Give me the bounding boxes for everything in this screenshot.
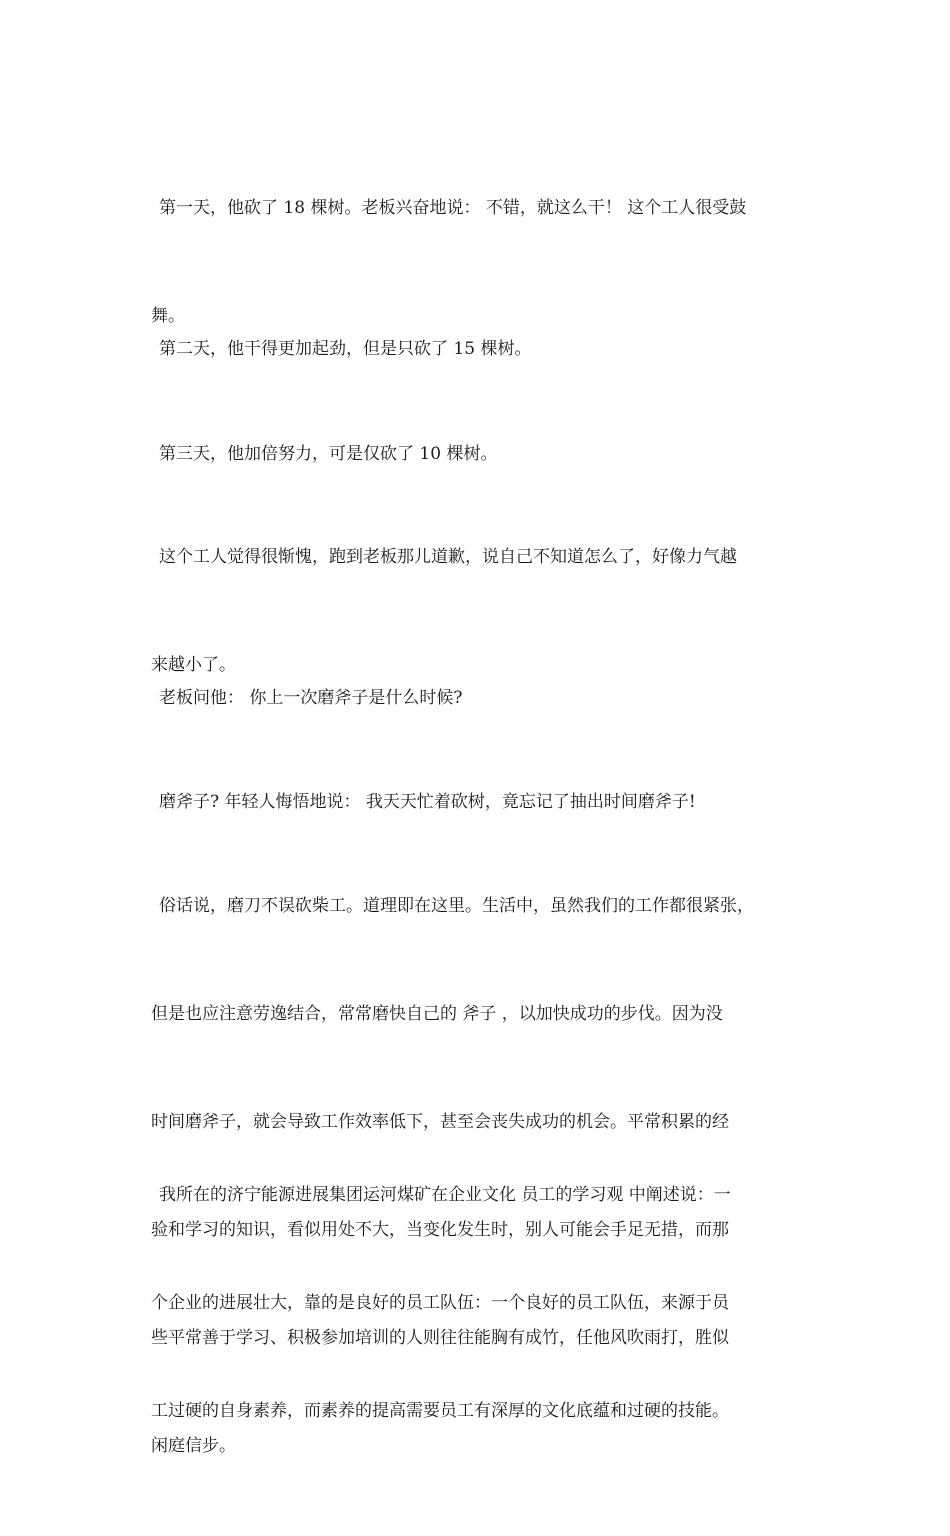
paragraph-line: 但是也应注意劳逸结合，常常磨快自己的 斧子 ，以加快成功的步伐。因为没	[151, 1004, 723, 1024]
paragraph-line: 些平常善于学习、积极参加培训的人则往往能胸有成竹，任他风吹雨打，胜似	[151, 1328, 729, 1348]
paragraph-line: 工过硬的自身素养，而素养的提高需要员工有深厚的文化底蕴和过硬的技能。	[151, 1401, 729, 1421]
paragraph-line: 俗话说，磨刀不误砍柴工。道理即在这里。生活中，虽然我们的工作都很紧张，	[159, 896, 754, 916]
paragraph-line: 验和学习的知识，看似用处不大，当变化发生时，别人可能会手足无措，而那	[151, 1220, 729, 1240]
paragraph-line: 老板问他： 你上一次磨斧子是什么时候?	[159, 688, 463, 708]
paragraph-company-culture	[143, 1105, 807, 1501]
paragraph-line: 闲庭信步。	[151, 1436, 236, 1456]
paragraph-line: 磨斧子? 年轻人悔悟地说： 我天天忙着砍树，竟忘记了抽出时间磨斧子!	[159, 792, 696, 812]
paragraph-line: 第三天，他加倍努力，可是仅砍了 10 棵树。	[159, 444, 498, 464]
paragraph-line: 第一天，他砍了 18 棵树。老板兴奋地说： 不错，就这么干！ 这个工人很受鼓	[159, 198, 747, 218]
paragraph-line: 第二天，他干得更加起劲，但是只砍了 15 棵树。	[159, 339, 532, 359]
paragraph-line: 我所在的济宁能源进展集团运河煤矿在企业文化 员工的学习观 中阐述说：一	[159, 1185, 731, 1205]
paragraph-line: 个企业的进展壮大，靠的是良好的员工队伍：一个良好的员工队伍，来源于员	[151, 1293, 729, 1313]
paragraph-line: 时间磨斧子，就会导致工作效率低下，甚至会丧失成功的机会。平常积累的经	[151, 1112, 729, 1132]
paragraph-line: 来越小了。	[151, 655, 236, 675]
paragraph-line: 舞。	[151, 306, 185, 326]
paragraph-line: 这个工人觉得很惭愧，跑到老板那儿道歉，说自己不知道怎么了，好像力气越	[159, 547, 737, 567]
